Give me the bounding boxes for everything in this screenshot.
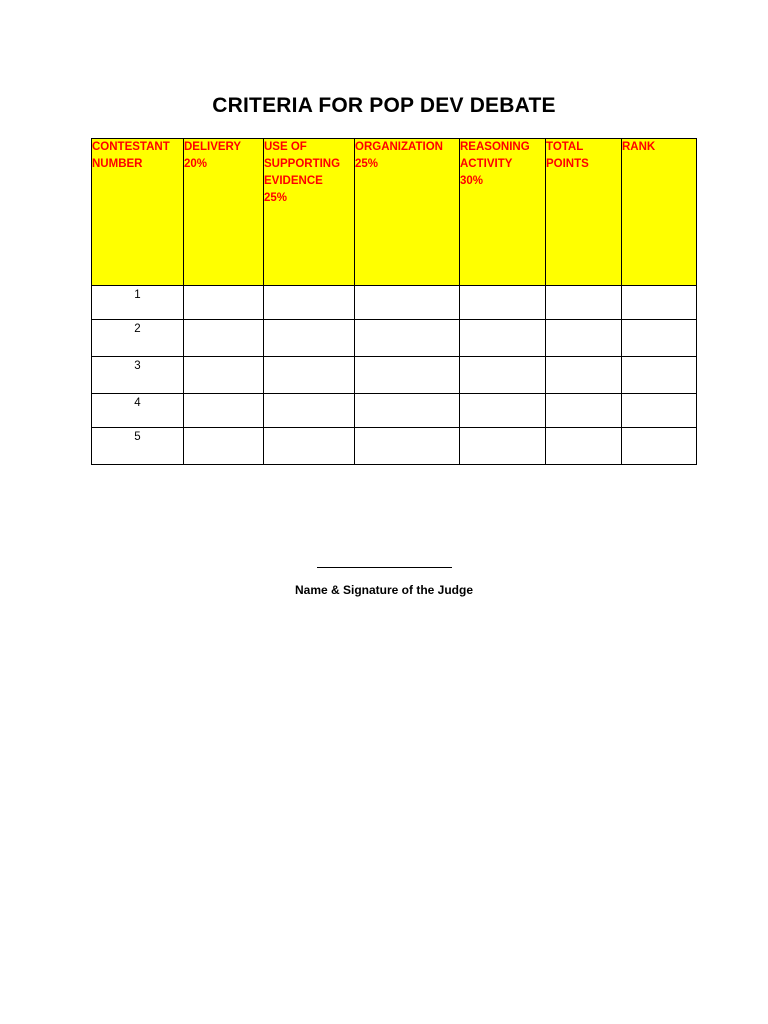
score-cell-total[interactable] [546, 320, 622, 357]
table-row [92, 286, 697, 320]
score-cell-total[interactable] [546, 357, 622, 394]
score-cell-total[interactable] [546, 394, 622, 428]
score-cell-delivery[interactable] [184, 394, 264, 428]
score-cell-reasoning[interactable] [460, 357, 546, 394]
score-cell-reasoning[interactable] [460, 428, 546, 465]
column-header [264, 139, 355, 286]
contestant-number-cell: 3 [92, 357, 184, 394]
table-header-row [92, 139, 697, 286]
column-header-line: 30% [460, 175, 484, 187]
score-cell-delivery[interactable] [184, 320, 264, 357]
column-header-line: SUPPORTING [264, 158, 341, 170]
column-header-line: USE OF [264, 141, 307, 153]
column-header [460, 139, 546, 286]
score-cell-total[interactable] [546, 428, 622, 465]
score-cell-organization[interactable] [355, 428, 460, 465]
column-header-line: ACTIVITY [460, 158, 513, 170]
column-header-line: RANK [622, 141, 656, 153]
column-header-line: CONTESTANT [92, 141, 170, 153]
contestant-number-cell: 1 [92, 286, 184, 320]
score-cell-evidence[interactable] [264, 286, 355, 320]
score-cell-reasoning[interactable] [460, 394, 546, 428]
column-header-line: ORGANIZATION [355, 141, 443, 153]
column-header-line: REASONING [460, 141, 530, 153]
column-header-line: 25% [355, 158, 379, 170]
column-header [355, 139, 460, 286]
score-cell-rank[interactable] [622, 357, 697, 394]
score-cell-rank[interactable] [622, 286, 697, 320]
score-cell-rank[interactable] [622, 428, 697, 465]
score-cell-evidence[interactable] [264, 394, 355, 428]
page-title: CRITERIA FOR POP DEV DEBATE [212, 94, 556, 117]
score-cell-rank[interactable] [622, 320, 697, 357]
column-header-line: NUMBER [92, 158, 143, 170]
column-header-line: 20% [184, 158, 208, 170]
table-row [92, 320, 697, 357]
score-cell-delivery[interactable] [184, 428, 264, 465]
score-cell-organization[interactable] [355, 394, 460, 428]
column-header-line: 25% [264, 192, 288, 204]
signature-caption: Name & Signature of the Judge [294, 583, 474, 597]
criteria-table [91, 138, 697, 465]
column-header-line: TOTAL [546, 141, 584, 153]
table-row [92, 394, 697, 428]
contestant-number-cell: 2 [92, 320, 184, 357]
signature-line[interactable] [317, 567, 452, 568]
contestant-number-cell: 5 [92, 428, 184, 465]
column-header-line: POINTS [546, 158, 589, 170]
contestant-number-cell: 4 [92, 394, 184, 428]
score-cell-delivery[interactable] [184, 357, 264, 394]
score-cell-organization[interactable] [355, 320, 460, 357]
score-cell-rank[interactable] [622, 394, 697, 428]
score-cell-organization[interactable] [355, 286, 460, 320]
column-header [184, 139, 264, 286]
table-row [92, 357, 697, 394]
column-header [92, 139, 184, 286]
table-row [92, 428, 697, 465]
score-cell-delivery[interactable] [184, 286, 264, 320]
score-cell-organization[interactable] [355, 357, 460, 394]
score-cell-reasoning[interactable] [460, 320, 546, 357]
score-cell-evidence[interactable] [264, 428, 355, 465]
score-cell-total[interactable] [546, 286, 622, 320]
column-header-line: DELIVERY [184, 141, 242, 153]
column-header [622, 139, 697, 286]
score-cell-reasoning[interactable] [460, 286, 546, 320]
score-cell-evidence[interactable] [264, 320, 355, 357]
column-header [546, 139, 622, 286]
score-cell-evidence[interactable] [264, 357, 355, 394]
column-header-line: EVIDENCE [264, 175, 323, 187]
